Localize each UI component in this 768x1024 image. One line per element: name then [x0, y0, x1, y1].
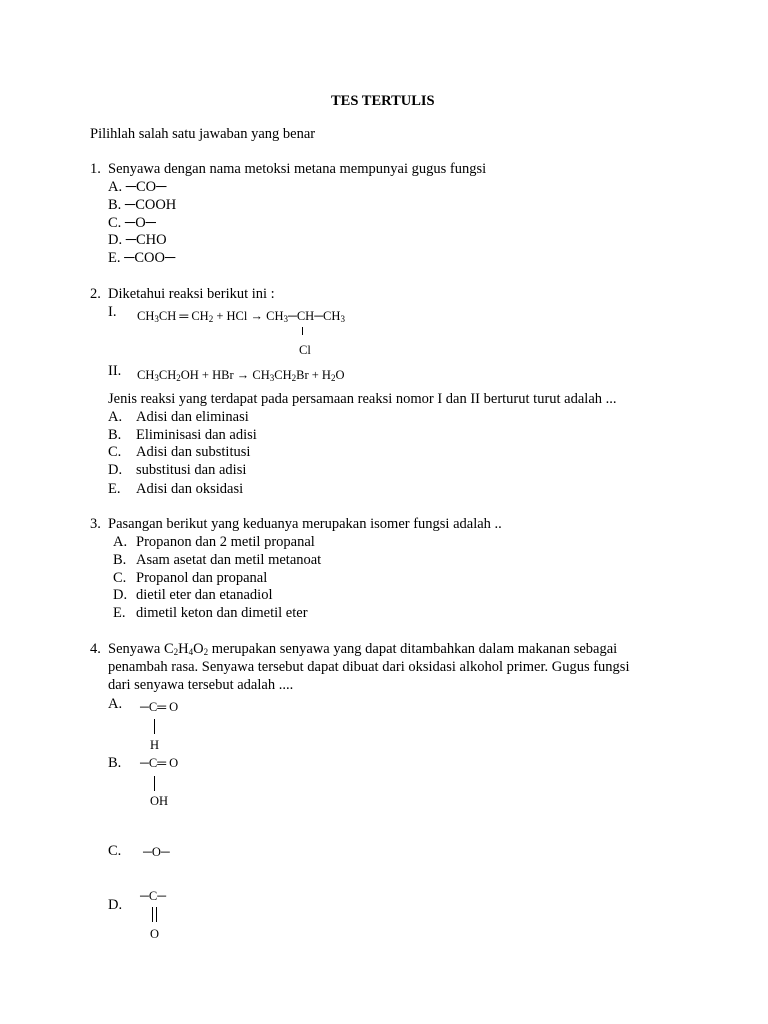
q4-option-a-letter: A. — [108, 696, 123, 712]
q2-option-d-letter: D. — [108, 462, 123, 478]
question-2-number: 2. — [90, 286, 101, 302]
q3-option-e[interactable]: dimetil keton dan dimetil eter — [136, 605, 308, 621]
q4-option-c-letter: C. — [108, 843, 122, 859]
reaction-1-label: I. — [108, 304, 117, 320]
question-4-number: 4. — [90, 641, 101, 657]
q3-option-e-letter: E. — [113, 605, 126, 621]
instruction-text: Pilihlah salah satu jawaban yang benar — [90, 126, 316, 142]
q4-option-d-letter: D. — [108, 897, 123, 913]
question-3-number: 3. — [90, 516, 101, 532]
q2-option-c[interactable]: Adisi dan substitusi — [136, 444, 251, 460]
q2-option-a[interactable]: Adisi dan eliminasi — [136, 409, 249, 425]
q3-option-c[interactable]: Propanol dan propanal — [136, 570, 268, 586]
q2-option-c-letter: C. — [108, 444, 122, 460]
q3-option-d[interactable]: dietil eter dan etanadiol — [136, 587, 273, 603]
q3-option-c-letter: C. — [113, 570, 127, 586]
page-title: TES TERTULIS — [331, 93, 435, 109]
reaction-1-equation: $CH_3CH$ ═ $CH_2$ + HCl → $CH_3─CH─CH_3$ — [137, 309, 345, 324]
double-bond-line — [152, 907, 157, 922]
q4-option-b-letter: B. — [108, 755, 122, 771]
question-4-line-3: dari senyawa tersebut adalah .... — [108, 677, 294, 693]
q2-option-b-letter: B. — [108, 427, 122, 443]
reaction-2-label: II. — [108, 363, 122, 379]
q4-option-a[interactable]: ─C═ O — [140, 700, 179, 714]
question-3-text: Pasangan berikut yang keduanya merupakan isomer fungsi adalah .. — [108, 516, 502, 532]
q1-option-c[interactable]: C. ─O─ — [108, 215, 156, 231]
q2-option-b[interactable]: Eliminisasi dan adisi — [136, 427, 257, 443]
q1-option-a[interactable]: A. ─CO─ — [108, 179, 167, 195]
reaction-2-equation: $CH_3CH_2OH$ + HBr → $CH_3CH_2Br + H_2O$ — [137, 368, 345, 383]
q2-option-e[interactable]: Adisi dan oksidasi — [136, 481, 244, 497]
q4-option-d-substituent: O — [150, 927, 160, 941]
q3-option-a-letter: A. — [113, 534, 128, 550]
question-2-text: Diketahui reaksi berikut ini : — [108, 286, 275, 302]
q2-option-d[interactable]: substitusi dan adisi — [136, 462, 247, 478]
question-4-text: Senyawa $C_2H_4O_2$ merupakan senyawa yang dapat ditambahkan dalam makanan sebagai — [108, 641, 618, 657]
q2-option-a-letter: A. — [108, 409, 123, 425]
q1-option-b[interactable]: B. ─COOH — [108, 197, 177, 213]
bond-line — [302, 327, 303, 335]
q4-option-c[interactable]: ─O─ — [143, 845, 170, 859]
question-4-line-2: penambah rasa. Senyawa tersebut dapat dibuat dari oksidasi alkohol primer. Gugus fungsi — [108, 659, 630, 675]
q4-option-b-substituent: OH — [150, 794, 169, 808]
question-1-text: Senyawa dengan nama metoksi metana mempunyai gugus fungsi — [108, 161, 487, 177]
q3-option-d-letter: D. — [113, 587, 128, 603]
q1-option-e[interactable]: E. ─COO─ — [108, 250, 176, 266]
q1-option-d[interactable]: D. ─CHO — [108, 232, 167, 248]
q4-option-b[interactable]: ─C═ O — [140, 756, 179, 770]
bond-line — [154, 719, 155, 734]
q4-option-a-substituent: H — [150, 738, 160, 752]
q4-option-d[interactable]: ─C─ — [140, 889, 167, 903]
q3-option-a[interactable]: Propanon dan 2 metil propanal — [136, 534, 315, 550]
q3-option-b[interactable]: Asam asetat dan metil metanoat — [136, 552, 322, 568]
question-1-number: 1. — [90, 161, 101, 177]
q3-option-b-letter: B. — [113, 552, 127, 568]
bond-line — [154, 776, 155, 791]
reaction-1-chlorine: Cl — [299, 343, 311, 357]
q2-option-e-letter: E. — [108, 481, 121, 497]
question-2-prompt: Jenis reaksi yang terdapat pada persamaan reaksi nomor I dan II berturut turut adalah ... — [108, 391, 617, 407]
